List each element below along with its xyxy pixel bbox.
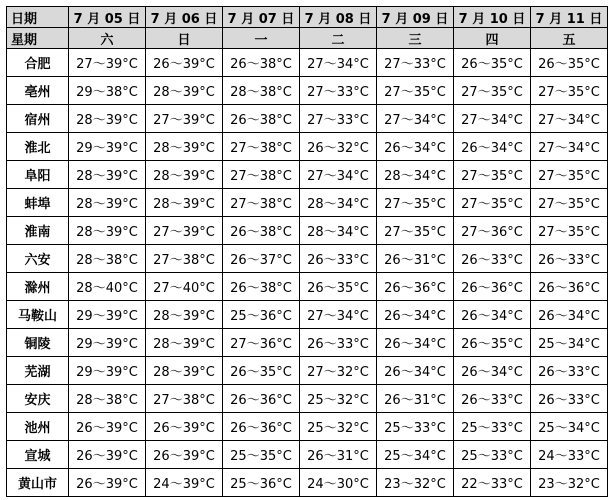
temperature-cell: 26～33°C (531, 245, 608, 273)
weekday-header-label: 星期 (7, 28, 69, 49)
city-name-cell: 铜陵 (7, 329, 69, 357)
temperature-cell: 28～38°C (223, 77, 300, 105)
temperature-cell: 26～34°C (454, 357, 531, 385)
date-header-row (7, 7, 608, 28)
temperature-cell: 26～33°C (300, 245, 377, 273)
temperature-cell: 26～34°C (454, 301, 531, 329)
temperature-cell: 26～32°C (300, 133, 377, 161)
temperature-cell: 26～31°C (377, 385, 454, 413)
table-row (7, 273, 608, 301)
temperature-cell: 24～30°C (300, 469, 377, 497)
temperature-cell: 26～35°C (454, 49, 531, 77)
temperature-cell: 28～34°C (300, 189, 377, 217)
temperature-cell: 27～32°C (300, 357, 377, 385)
temperature-cell: 28～39°C (146, 161, 223, 189)
temperature-cell: 27～38°C (223, 189, 300, 217)
temperature-cell: 27～35°C (377, 189, 454, 217)
temperature-cell: 27～34°C (377, 105, 454, 133)
temperature-cell: 28～40°C (69, 273, 146, 301)
temperature-cell: 26～34°C (377, 133, 454, 161)
table-row (7, 189, 608, 217)
city-name-cell: 淮北 (7, 133, 69, 161)
temperature-cell: 26～36°C (223, 413, 300, 441)
temperature-cell: 28～39°C (146, 77, 223, 105)
temperature-cell: 25～32°C (300, 385, 377, 413)
weekday-header-cell: 一 (223, 28, 300, 49)
temperature-cell: 26～37°C (223, 245, 300, 273)
weekday-header-cell: 四 (454, 28, 531, 49)
table-row (7, 413, 608, 441)
temperature-cell: 27～38°C (223, 161, 300, 189)
temperature-cell: 28～39°C (146, 301, 223, 329)
temperature-cell: 26～38°C (223, 217, 300, 245)
temperature-cell: 26～36°C (531, 273, 608, 301)
date-header-cell: 7 月 05 日 (69, 7, 146, 28)
table-row (7, 133, 608, 161)
temperature-cell: 29～39°C (69, 357, 146, 385)
table-row (7, 385, 608, 413)
temperature-cell: 26～36°C (377, 273, 454, 301)
weekday-header-cell: 三 (377, 28, 454, 49)
city-name-cell: 黄山市 (7, 469, 69, 497)
city-name-cell: 蚌埠 (7, 189, 69, 217)
temperature-cell: 27～38°C (146, 385, 223, 413)
temperature-cell: 29～39°C (69, 133, 146, 161)
temperature-cell: 27～35°C (531, 161, 608, 189)
table-row (7, 245, 608, 273)
temperature-cell: 26～33°C (454, 385, 531, 413)
temperature-cell: 26～39°C (69, 469, 146, 497)
temperature-cell: 25～33°C (454, 441, 531, 469)
temperature-cell: 28～39°C (146, 133, 223, 161)
temperature-cell: 25～34°C (377, 441, 454, 469)
table-row (7, 217, 608, 245)
temperature-cell: 28～39°C (69, 217, 146, 245)
city-name-cell: 淮南 (7, 217, 69, 245)
temperature-cell: 26～33°C (454, 245, 531, 273)
temperature-cell: 26～39°C (146, 413, 223, 441)
temperature-cell: 27～36°C (223, 329, 300, 357)
temperature-cell: 26～34°C (454, 133, 531, 161)
temperature-cell: 27～34°C (300, 161, 377, 189)
temperature-cell: 25～34°C (531, 413, 608, 441)
city-name-cell: 合肥 (7, 49, 69, 77)
temperature-cell: 27～39°C (146, 105, 223, 133)
temperature-cell: 28～39°C (69, 105, 146, 133)
table-row (7, 301, 608, 329)
table-row (7, 357, 608, 385)
temperature-cell: 29～39°C (69, 329, 146, 357)
date-header-cell: 7 月 06 日 (146, 7, 223, 28)
temperature-cell: 26～34°C (531, 301, 608, 329)
weather-forecast-table (6, 6, 608, 497)
city-name-cell: 宣城 (7, 441, 69, 469)
temperature-cell: 26～38°C (223, 273, 300, 301)
temperature-cell: 26～38°C (223, 105, 300, 133)
table-row (7, 469, 608, 497)
city-name-cell: 滁州 (7, 273, 69, 301)
temperature-cell: 28～39°C (69, 189, 146, 217)
temperature-cell: 25～33°C (454, 413, 531, 441)
date-header-cell: 7 月 07 日 (223, 7, 300, 28)
table-row (7, 329, 608, 357)
temperature-cell: 26～33°C (531, 357, 608, 385)
temperature-cell: 27～34°C (531, 133, 608, 161)
temperature-cell: 26～34°C (377, 329, 454, 357)
date-header-cell: 7 月 09 日 (377, 7, 454, 28)
temperature-cell: 23～32°C (531, 469, 608, 497)
weekday-header-cell: 六 (69, 28, 146, 49)
temperature-cell: 27～34°C (531, 105, 608, 133)
temperature-cell: 26～35°C (223, 357, 300, 385)
temperature-cell: 26～35°C (531, 49, 608, 77)
temperature-cell: 27～35°C (531, 77, 608, 105)
temperature-cell: 25～33°C (377, 413, 454, 441)
temperature-cell: 27～34°C (300, 301, 377, 329)
temperature-cell: 28～38°C (69, 245, 146, 273)
temperature-cell: 24～33°C (531, 441, 608, 469)
city-name-cell: 亳州 (7, 77, 69, 105)
temperature-cell: 26～33°C (531, 385, 608, 413)
temperature-cell: 23～32°C (377, 469, 454, 497)
temperature-cell: 27～38°C (146, 245, 223, 273)
temperature-cell: 25～34°C (531, 329, 608, 357)
temperature-cell: 27～35°C (531, 217, 608, 245)
table-row (7, 77, 608, 105)
temperature-cell: 28～39°C (146, 357, 223, 385)
temperature-cell: 26～36°C (223, 385, 300, 413)
temperature-cell: 27～34°C (454, 105, 531, 133)
city-name-cell: 芜湖 (7, 357, 69, 385)
date-header-label: 日期 (7, 7, 69, 28)
city-name-cell: 池州 (7, 413, 69, 441)
date-header-cell: 7 月 08 日 (300, 7, 377, 28)
temperature-cell: 25～32°C (300, 413, 377, 441)
temperature-cell: 26～34°C (377, 301, 454, 329)
temperature-cell: 22～33°C (454, 469, 531, 497)
temperature-cell: 27～38°C (223, 133, 300, 161)
temperature-cell: 27～34°C (300, 49, 377, 77)
temperature-cell: 27～35°C (531, 189, 608, 217)
temperature-cell: 29～38°C (69, 77, 146, 105)
table-row (7, 161, 608, 189)
temperature-cell: 25～35°C (223, 441, 300, 469)
temperature-cell: 24～39°C (146, 469, 223, 497)
temperature-cell: 27～33°C (300, 77, 377, 105)
temperature-cell: 26～33°C (300, 329, 377, 357)
temperature-cell: 29～39°C (69, 301, 146, 329)
temperature-cell: 26～39°C (146, 441, 223, 469)
table-row (7, 49, 608, 77)
temperature-cell: 26～31°C (377, 245, 454, 273)
city-name-cell: 安庆 (7, 385, 69, 413)
temperature-cell: 25～36°C (223, 301, 300, 329)
city-name-cell: 六安 (7, 245, 69, 273)
temperature-cell: 26～35°C (300, 273, 377, 301)
temperature-cell: 26～35°C (454, 329, 531, 357)
temperature-cell: 27～35°C (377, 77, 454, 105)
temperature-cell: 27～33°C (300, 105, 377, 133)
table-row (7, 441, 608, 469)
date-header-cell: 7 月 10 日 (454, 7, 531, 28)
temperature-cell: 28～34°C (300, 217, 377, 245)
weekday-header-cell: 日 (146, 28, 223, 49)
weekday-header-cell: 五 (531, 28, 608, 49)
temperature-cell: 27～35°C (454, 161, 531, 189)
temperature-cell: 26～36°C (454, 273, 531, 301)
weekday-header-row (7, 28, 608, 49)
temperature-cell: 26～39°C (146, 49, 223, 77)
temperature-cell: 27～35°C (454, 189, 531, 217)
date-header-cell: 7 月 11 日 (531, 7, 608, 28)
temperature-cell: 26～31°C (300, 441, 377, 469)
temperature-cell: 27～33°C (377, 49, 454, 77)
temperature-cell: 28～39°C (69, 161, 146, 189)
temperature-cell: 26～39°C (69, 413, 146, 441)
temperature-cell: 28～39°C (146, 329, 223, 357)
temperature-cell: 26～38°C (223, 49, 300, 77)
temperature-cell: 27～35°C (454, 77, 531, 105)
temperature-cell: 28～34°C (377, 161, 454, 189)
temperature-cell: 27～40°C (146, 273, 223, 301)
temperature-cell: 27～39°C (69, 49, 146, 77)
temperature-cell: 26～39°C (69, 441, 146, 469)
temperature-cell: 27～36°C (454, 217, 531, 245)
temperature-cell: 27～35°C (377, 217, 454, 245)
weekday-header-cell: 二 (300, 28, 377, 49)
temperature-cell: 25～36°C (223, 469, 300, 497)
city-name-cell: 阜阳 (7, 161, 69, 189)
temperature-cell: 26～34°C (377, 357, 454, 385)
temperature-cell: 28～39°C (146, 189, 223, 217)
city-name-cell: 宿州 (7, 105, 69, 133)
temperature-cell: 27～39°C (146, 217, 223, 245)
temperature-cell: 28～38°C (69, 385, 146, 413)
city-name-cell: 马鞍山 (7, 301, 69, 329)
table-row (7, 105, 608, 133)
